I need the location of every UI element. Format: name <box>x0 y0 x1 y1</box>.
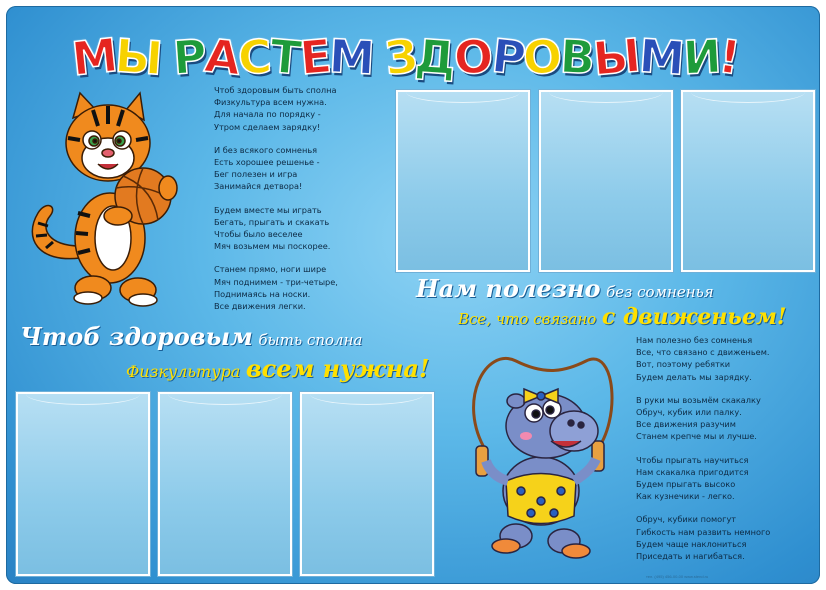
poem-line: Чтобы прыгать научиться <box>636 454 749 465</box>
poem-line: Будем чаще наклониться <box>636 538 747 549</box>
poem-stanza <box>214 263 374 312</box>
board-title <box>68 20 745 87</box>
title-letter: О <box>521 28 565 86</box>
poem-line: Вот, поэтому ребятки <box>636 359 731 370</box>
poem-line: Нам полезно без сомненья <box>636 335 753 345</box>
footer-contacts: тел. (495) 456-00-00 www.stend.ru <box>646 574 709 579</box>
poem-line: Бег полезен и игра <box>214 169 298 180</box>
poem-line: Приседать и нагибаться. <box>636 551 745 562</box>
title-letter: Р <box>171 28 209 86</box>
title-letter: В <box>558 29 597 85</box>
poem-line: Обруч, кубики помогут <box>636 514 737 525</box>
info-board <box>6 6 820 584</box>
pocket-top-3 <box>681 90 815 272</box>
slogan-right-accent: с движеньем! <box>601 304 787 330</box>
poem-line: Бегать, прыгать и скакать <box>214 216 330 227</box>
title-letter: З <box>382 28 421 86</box>
slogan-left-small: быть сполна <box>258 331 363 349</box>
poem-line: Все движения легки. <box>214 301 306 312</box>
slogan-left-accent: всем нужна! <box>245 354 430 383</box>
title-letter: И <box>681 29 723 85</box>
pocket-bottom-2 <box>158 392 292 576</box>
poem-line: Мяч возьмем мы поскорее. <box>214 241 331 252</box>
slogan-left-line2 <box>126 354 429 383</box>
pocket-bottom-3 <box>300 392 434 576</box>
pocket-bottom-1 <box>16 392 150 576</box>
poem-line: Нам скакалка пригодится <box>636 466 749 477</box>
poem-line: Будем вместе мы играть <box>214 204 322 215</box>
slogan-right-line2 <box>458 304 787 330</box>
slogan-left-line1 <box>20 322 362 351</box>
poem-line: Все движения разучим <box>636 419 736 430</box>
title-letter: Д <box>413 28 459 86</box>
title-letter: О <box>453 29 495 85</box>
poem-line: Гибкость нам развить немного <box>636 526 771 537</box>
title-letter: Ы <box>113 28 165 86</box>
poem-line: Станем крепче мы и лучше. <box>636 431 757 442</box>
poem-line: Станем прямо, ноги шире <box>214 264 327 275</box>
title-letter: Р <box>488 28 528 86</box>
poem-stanza <box>636 513 816 562</box>
poem-line: Мяч поднимем - три-четыре, <box>214 276 338 287</box>
poem-stanza <box>636 394 816 443</box>
slogan-left-line2-text: Физкультура <box>126 362 241 381</box>
poem-line: Есть хорошее решенье - <box>214 157 320 168</box>
poem-line: Занимайся детвора! <box>214 181 303 192</box>
poem-line: Чтобы было веселее <box>214 229 303 240</box>
slogan-left-big: Чтоб здоровым <box>20 322 253 351</box>
poem-left <box>214 84 374 323</box>
poem-line: Чтоб здоровым быть сполна <box>214 85 337 95</box>
slogan-right-small: без сомненья <box>606 283 714 301</box>
title-letter: Е <box>297 28 334 86</box>
poem-right <box>636 334 816 573</box>
slogan-right-big: Нам полезно <box>416 274 601 303</box>
poem-line: Обруч, кубик или палку. <box>636 407 742 418</box>
poem-line: И без всякого сомненья <box>214 144 318 155</box>
title-letter: А <box>202 28 244 86</box>
title-letter: Т <box>267 28 304 86</box>
poem-stanza <box>636 454 816 503</box>
poem-stanza <box>214 84 374 133</box>
title-letter: ! <box>715 28 745 86</box>
poem-line: Утром сделаем зарядку! <box>214 121 321 132</box>
poem-stanza <box>214 204 374 253</box>
poem-line: Поднимаясь на носки. <box>214 288 311 299</box>
tiger-with-ball-icon <box>18 88 198 313</box>
title-letter: Ы <box>591 28 644 86</box>
poem-line: В руки мы возьмём скакалку <box>636 394 761 405</box>
pocket-top-1 <box>396 90 530 272</box>
title-letter: М <box>327 28 377 86</box>
title-letter: М <box>68 27 121 87</box>
poem-line: Будем прыгать высоко <box>636 479 736 490</box>
poem-stanza <box>214 144 374 193</box>
poem-line: Все, что связано с движеньем. <box>636 347 770 358</box>
pocket-top-2 <box>539 90 673 272</box>
hippo-with-jump-rope-icon <box>446 341 626 571</box>
poem-stanza <box>636 334 816 383</box>
title-letter: М <box>637 28 687 86</box>
slogan-right-line2-text: Все, что связано <box>458 310 597 328</box>
poem-line: Для начала по порядку - <box>214 109 321 120</box>
slogan-right-line1 <box>416 274 714 303</box>
poem-line: Будем делать мы зарядку. <box>636 371 752 382</box>
poem-line: Физкультура всем нужна. <box>214 97 327 108</box>
title-letter: С <box>237 29 274 85</box>
poem-line: Как кузнечики - легко. <box>636 491 735 502</box>
